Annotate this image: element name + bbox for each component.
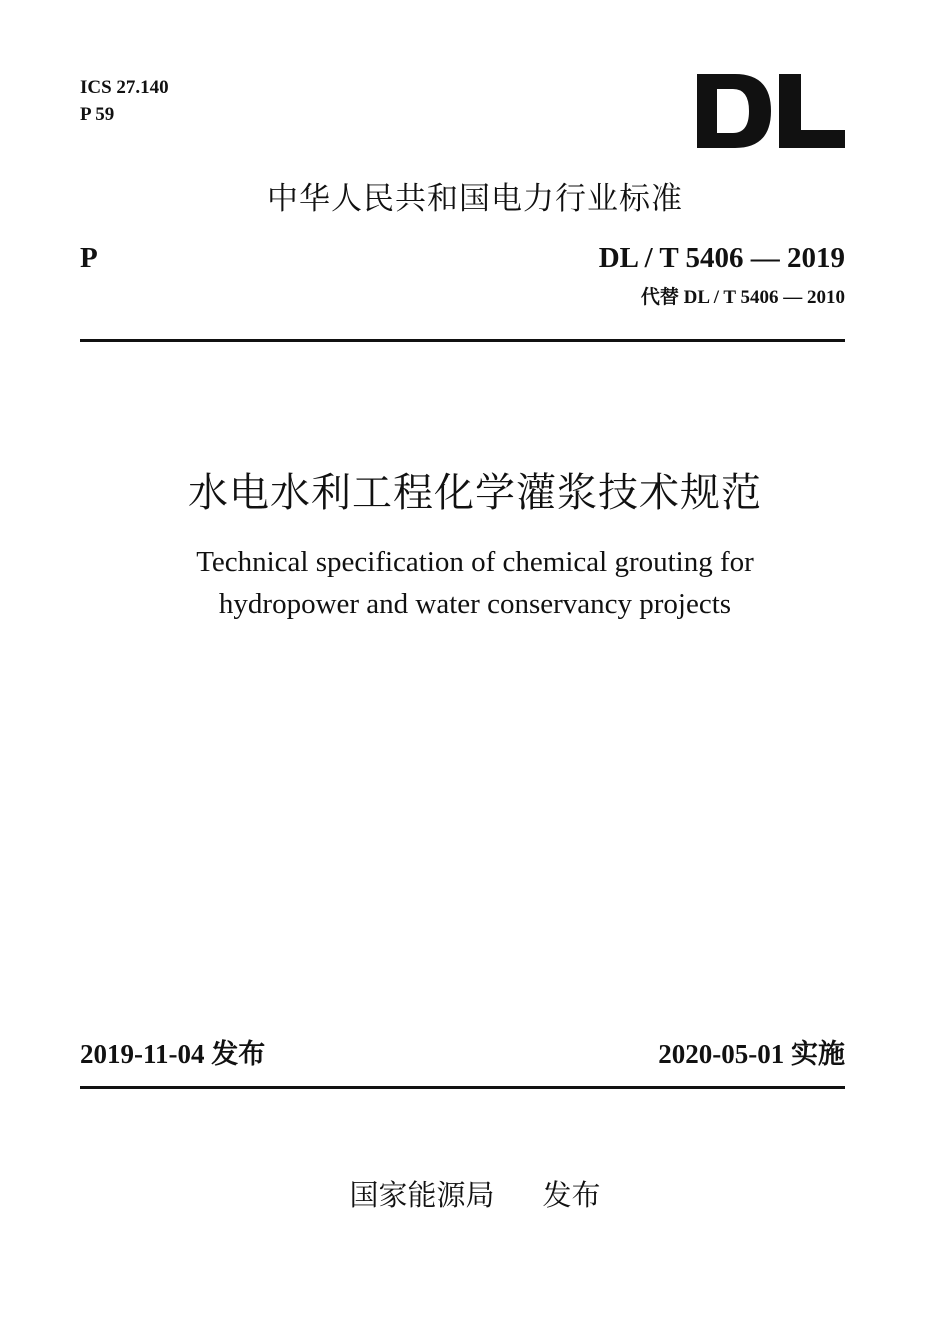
dl-logo [697,74,845,148]
issuer [0,1175,950,1215]
bottom-divider [80,1086,845,1089]
replaces-number: DL / T 5406 — 2010 [683,287,845,308]
effective-date-value: 2020-05-01 [658,1039,785,1069]
issue-date-value: 2019-11-04 [80,1039,205,1069]
top-divider [80,339,845,342]
issue-date [80,1036,265,1073]
replaces-label: 代替 [640,286,679,308]
standard-type-title: 中华人民共和国电力行业标准 [267,181,683,217]
ccs-code: P 59 [80,104,115,125]
category-letter: P [80,242,98,274]
ics-code: ICS 27.140 [80,77,169,98]
issuer-name: 国家能源局 [349,1178,495,1212]
issue-date-label: 发布 [211,1039,266,1070]
dl-logo-letter-d [697,74,771,148]
dl-logo-letter-l [779,74,845,148]
issuer-action: 发布 [542,1178,601,1212]
replaces-standard [641,284,845,311]
effective-date [658,1036,845,1073]
standard-number: DL / T 5406 — 2019 [598,242,845,274]
effective-date-label: 实施 [791,1039,845,1070]
title-chinese: 水电水利工程化学灌浆技术规范 [188,470,762,515]
title-english-line-1: Technical specification of chemical grouting for [196,546,754,578]
title-english-line-2: hydropower and water conservancy projects [218,588,732,620]
